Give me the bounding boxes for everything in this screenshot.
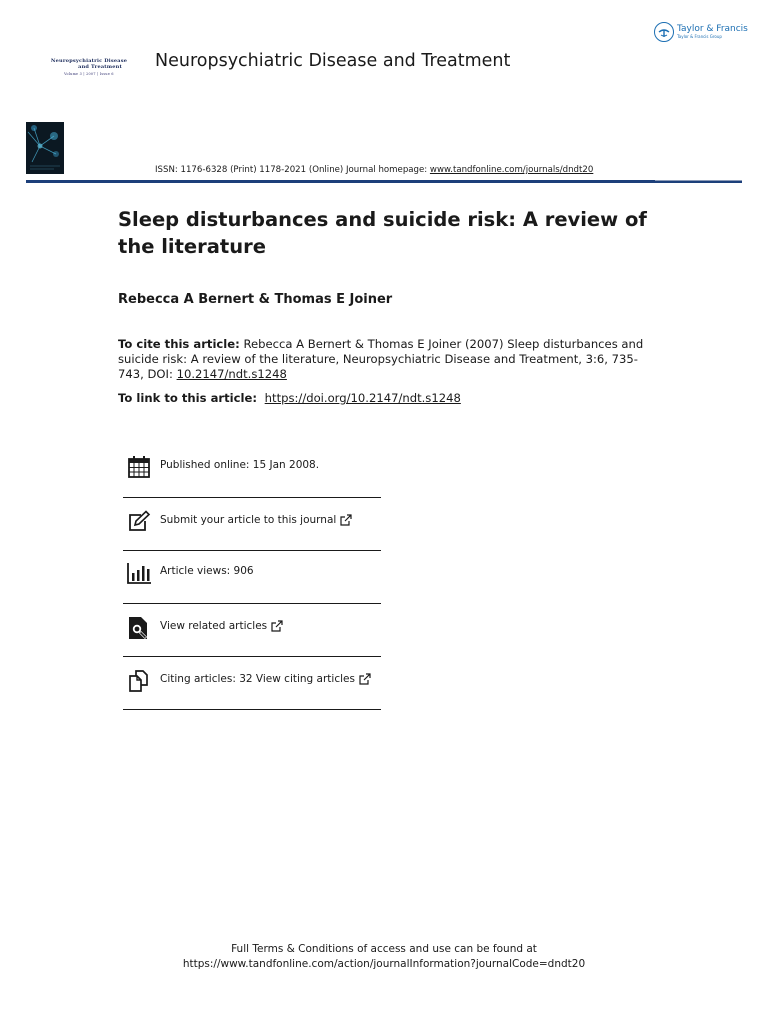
citation-block: [118, 337, 663, 382]
related-text: View related articles: [160, 620, 268, 632]
footer-line1: Full Terms & Conditions of access and use can be found at: [231, 943, 537, 955]
journal-cover-image: [26, 122, 64, 174]
publisher-logo[interactable]: [654, 22, 748, 42]
taylor-francis-icon: [654, 22, 674, 42]
article-authors: Rebecca A Bernert & Thomas E Joiner: [118, 292, 393, 307]
external-link-icon: [359, 673, 371, 685]
citing-text: Citing articles: 32 View citing articles: [160, 673, 355, 685]
journal-logo: [44, 58, 134, 76]
published-text: Published online: 15 Jan 2008.: [160, 459, 320, 471]
issn-text: ISSN: 1176-6328 (Print) 1178-2021 (Online) Journal homepage:: [155, 165, 428, 175]
external-link-icon: [271, 620, 283, 632]
external-link-icon: [340, 514, 352, 526]
related-row[interactable]: [123, 616, 381, 636]
article-title: Sleep disturbances and suicide risk: A review of the literature: [118, 208, 647, 258]
divider: [123, 550, 381, 551]
divider: [123, 709, 381, 710]
journal-title: Neuropsychiatric Disease and Treatment: [155, 51, 511, 71]
publisher-group: Taylor & Francis Group: [677, 34, 722, 39]
link-line: [118, 391, 461, 405]
bar-chart-icon: [127, 561, 151, 585]
views-row: [123, 561, 381, 581]
journal-logo-line2: and Treatment: [78, 64, 122, 70]
doi-link[interactable]: https://doi.org/10.2147/ndt.s1248: [264, 391, 461, 405]
citing-row[interactable]: [123, 669, 381, 689]
footer: [0, 942, 768, 972]
submit-text: Submit your article to this journal: [160, 514, 337, 526]
divider: [123, 497, 381, 498]
citing-link[interactable]: [160, 673, 371, 685]
divider: [123, 656, 381, 657]
link-label: To link to this article:: [118, 391, 257, 405]
submit-row[interactable]: [123, 510, 381, 530]
divider: [123, 603, 381, 604]
header-divider-accent: [655, 180, 742, 181]
cite-text: Rebecca A Bernert & Thomas E Joiner (2007) Sleep disturbances and suicide risk: A review of the literature, Neuropsychiatric Disease and Treatment, 3:6, 735-743, DOI:: [118, 337, 644, 381]
published-row: [123, 455, 381, 475]
edit-icon: [127, 510, 151, 534]
related-link[interactable]: [160, 620, 283, 632]
search-document-icon: [127, 616, 151, 640]
submit-link[interactable]: [160, 514, 352, 526]
header-divider: [26, 180, 742, 183]
calendar-icon: [127, 455, 151, 479]
publisher-name: Taylor & Francis: [677, 24, 748, 34]
issn-line: [155, 165, 593, 175]
journal-homepage-link[interactable]: www.tandfonline.com/journals/dndt20: [429, 165, 594, 175]
cite-label: To cite this article:: [118, 337, 240, 351]
copy-documents-icon: [127, 669, 151, 693]
views-text: Article views: 906: [160, 565, 254, 577]
footer-terms-link[interactable]: https://www.tandfonline.com/action/journalInformation?journalCode=dndt20: [182, 958, 586, 970]
journal-logo-line1: Neuropsychiatric Disease: [50, 58, 128, 64]
journal-logo-line3: Volume 3 | 2007 | Issue 6: [64, 72, 114, 76]
cite-doi-link[interactable]: 10.2147/ndt.s1248: [176, 367, 287, 381]
